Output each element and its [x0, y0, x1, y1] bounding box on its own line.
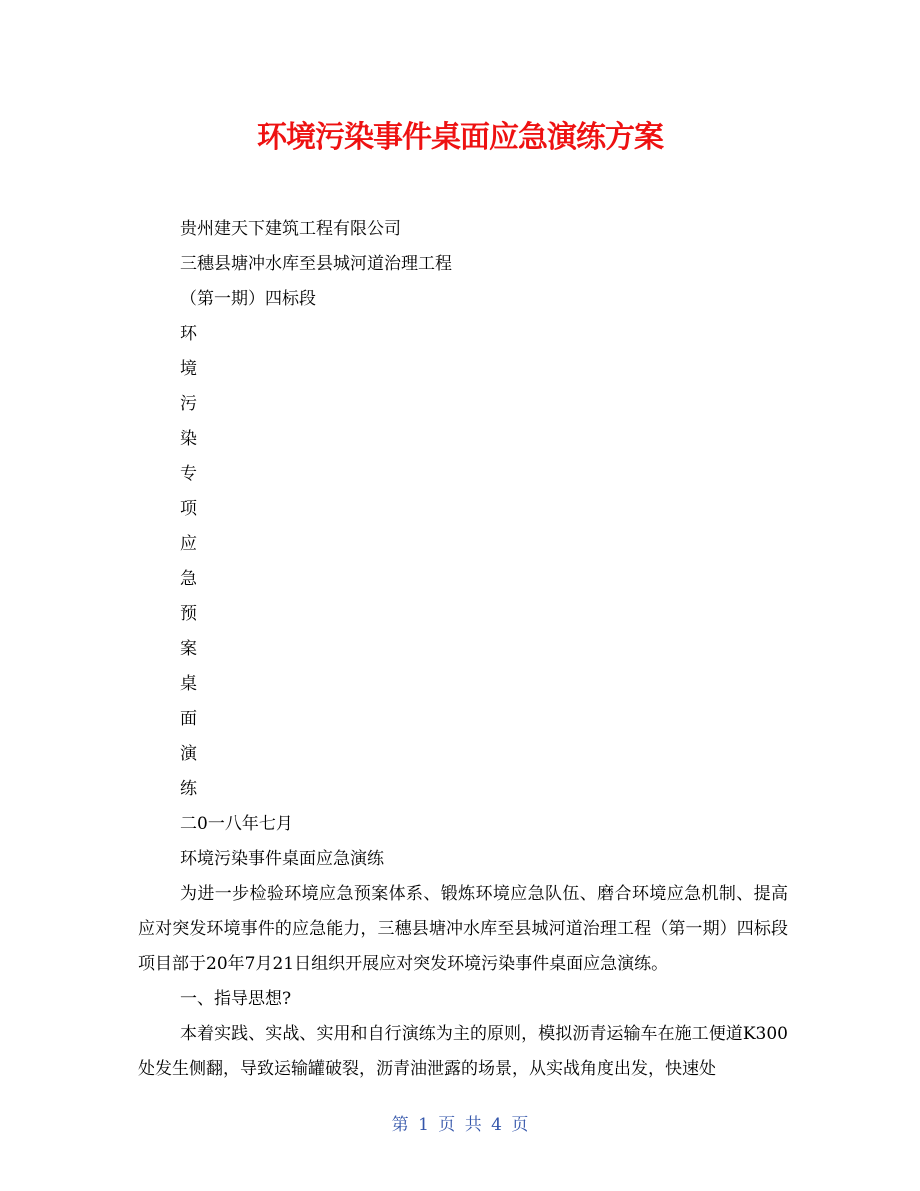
- vertical-title-char: 预: [180, 604, 197, 624]
- vertical-title-char: 案: [180, 639, 197, 659]
- page-footer: 第 1 页 共 4 页: [391, 1115, 529, 1135]
- section-name: （第一期）四标段: [180, 289, 316, 309]
- project-name: 三穗县塘冲水库至县城河道治理工程: [180, 254, 452, 274]
- company-name: 贵州建天下建筑工程有限公司: [180, 219, 401, 239]
- vertical-title-char: 环: [180, 324, 197, 344]
- document-date: 二0一八年七月: [180, 814, 293, 834]
- vertical-title-char: 桌: [180, 674, 197, 694]
- intro-paragraph: 为进一步检验环境应急预案体系、锻炼环境应急队伍、磨合环境应急机制、提高应对突发环境事件的应急能力，三穗县塘冲水库至县城河道治理工程（第一期）四标段项目部于20年7月21日组织开展应对突发环境污染事件桌面应急演练。: [138, 884, 788, 974]
- document-body: [138, 212, 788, 1087]
- vertical-title-char: 专: [180, 464, 197, 484]
- vertical-title-char: 应: [180, 534, 197, 554]
- vertical-title-char: 项: [180, 499, 197, 519]
- document-title: 环境污染事件桌面应急演练方案: [257, 120, 663, 155]
- vertical-title-char: 面: [180, 709, 197, 729]
- vertical-title-char: 练: [180, 779, 197, 799]
- vertical-title-char: 污: [180, 394, 197, 414]
- section-heading: 环境污染事件桌面应急演练: [180, 849, 384, 869]
- guiding-thought-heading: 一、指导思想?: [180, 989, 292, 1009]
- guiding-thought-paragraph: 本着实践、实战、实用和自行演练为主的原则，模拟沥青运输车在施工便道K300处发生侧翻，导致运输罐破裂，沥青油泄露的场景，从实战角度出发，快速处: [138, 1024, 788, 1079]
- vertical-title-char: 急: [180, 569, 197, 589]
- vertical-title-char: 染: [180, 429, 197, 449]
- vertical-title-char: 演: [180, 744, 197, 764]
- vertical-title-char: 境: [180, 359, 197, 379]
